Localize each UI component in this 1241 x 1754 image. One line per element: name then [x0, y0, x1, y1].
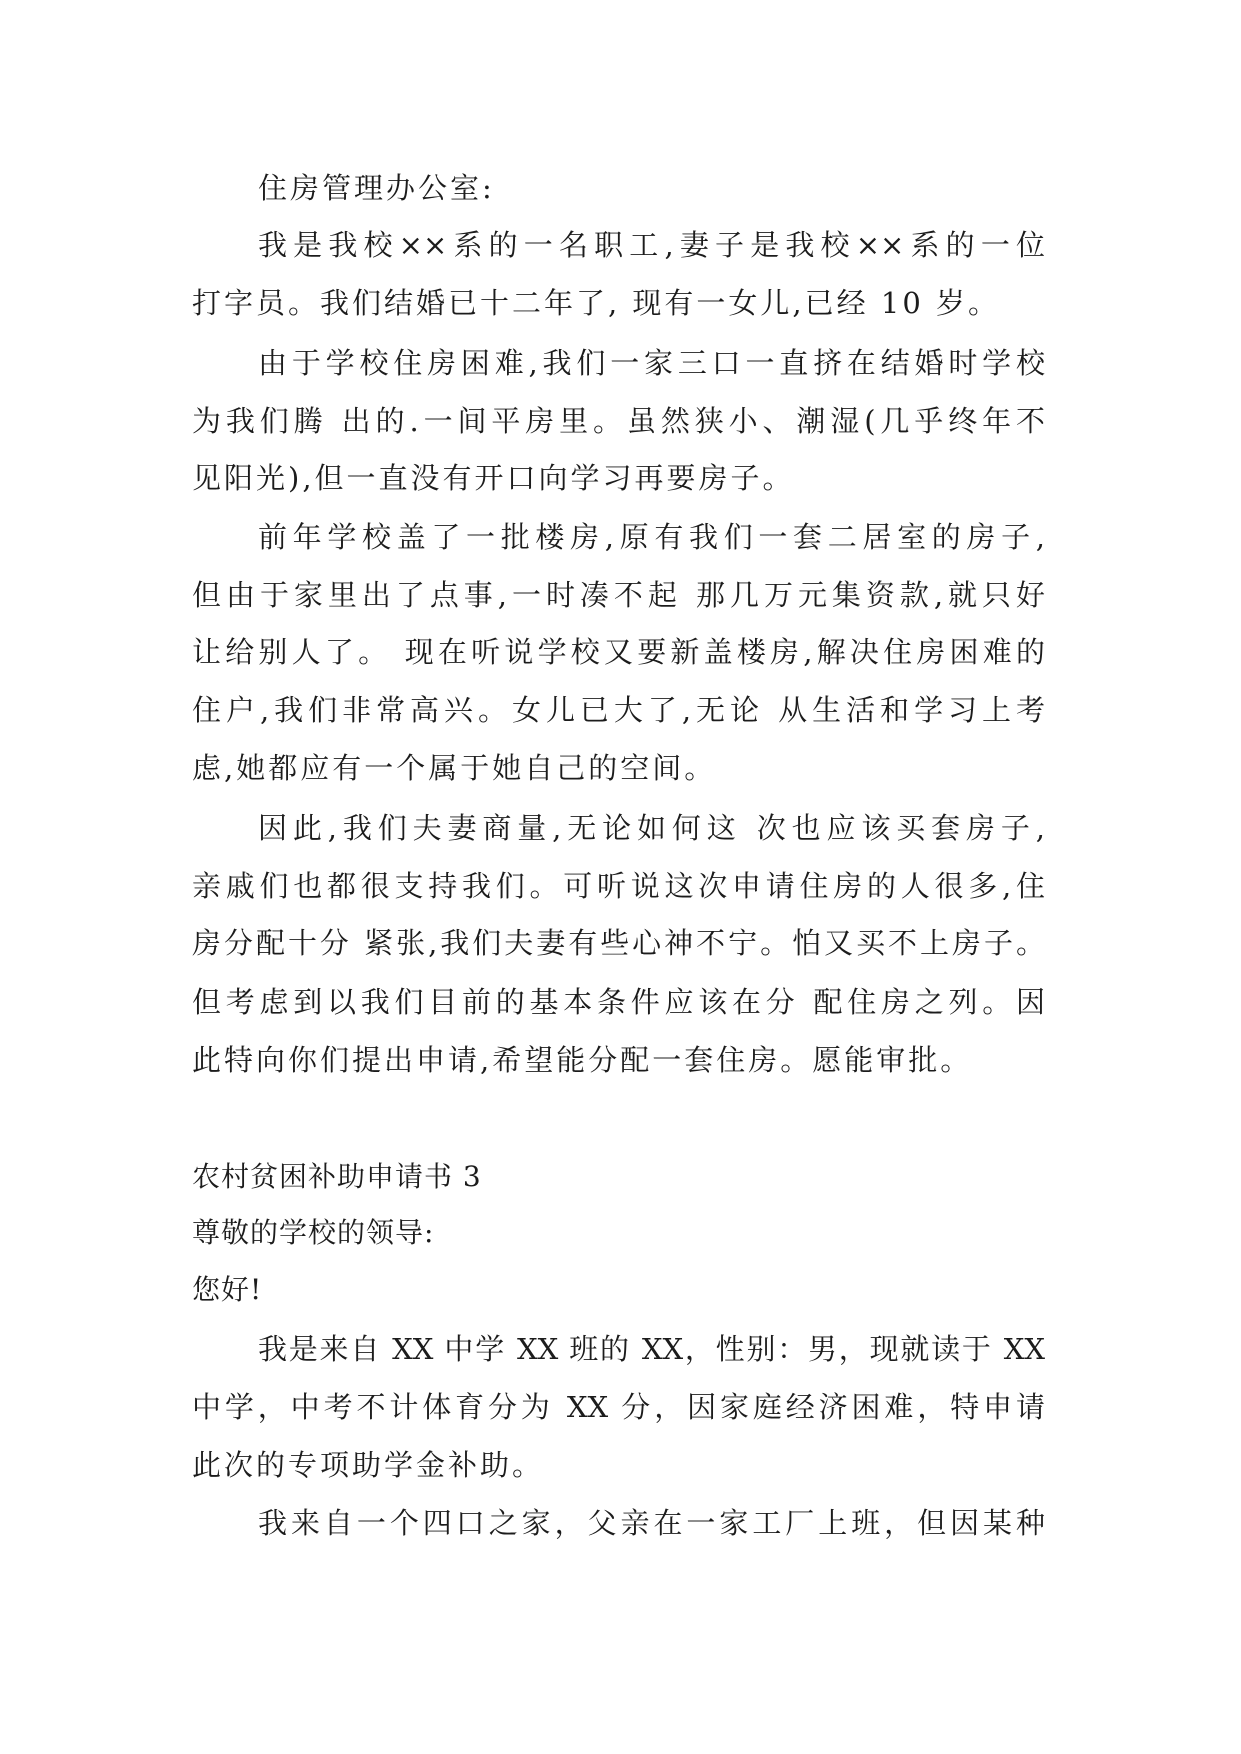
salutation: 住房管理办公室:: [258, 171, 495, 205]
text-line: 但考虑到以我们目前的基本条件应该在分 配住房之列。因: [192, 985, 1045, 1019]
text-line: 打字员。我们结婚已十二年了, 现有一女儿,已经 10 岁。: [192, 286, 1000, 320]
text-line: 由于学校住房困难,我们一家三口一直挤在结婚时学校: [258, 346, 1045, 380]
text-line: 见阳光),但一直没有开口向学习再要房子。: [192, 461, 795, 495]
text-line: 我来自一个四口之家，父亲在一家工厂上班，但因某种: [258, 1506, 1045, 1540]
text-line: 为我们腾 出的.一间平房里。虽然狭小、潮湿(几乎终年不: [192, 404, 1045, 438]
text-line: 因此,我们夫妻商量,无论如何这 次也应该买套房子,: [258, 811, 1045, 845]
text-line: 中学，中考不计体育分为 XX 分，因家庭经济困难，特申请: [192, 1390, 1045, 1424]
text-line: 我是来自 XX 中学 XX 班的 XX，性别：男，现就读于 XX: [258, 1332, 1045, 1366]
text-line: 亲戚们也都很支持我们。可听说这次申请住房的人很多,住: [192, 869, 1045, 903]
text-line: 此次的专项助学金补助。: [192, 1448, 545, 1482]
section-title: 农村贫困补助申请书 3: [192, 1160, 482, 1193]
text-line: 房分配十分 紧张,我们夫妻有些心神不宁。怕又买不上房子。: [192, 926, 1045, 960]
text-line: 虑,她都应有一个属于她自己的空间。: [192, 751, 717, 785]
salutation: 尊敬的学校的领导:: [192, 1216, 435, 1249]
text-line: 前年学校盖了一批楼房,原有我们一套二居室的房子,: [258, 520, 1045, 554]
text-line: 但由于家里出了点事,一时凑不起 那几万元集资款,就只好: [192, 578, 1045, 612]
text-line: 我是我校××系的一名职工,妻子是我校××系的一位: [258, 228, 1045, 262]
greeting: 您好!: [192, 1273, 263, 1306]
text-line: 让给别人了。 现在听说学校又要新盖楼房,解决住房困难的: [192, 635, 1045, 669]
text-line: 住户,我们非常高兴。女儿已大了,无论 从生活和学习上考: [192, 693, 1045, 727]
text-line: 此特向你们提出申请,希望能分配一套住房。愿能审批。: [192, 1043, 973, 1077]
